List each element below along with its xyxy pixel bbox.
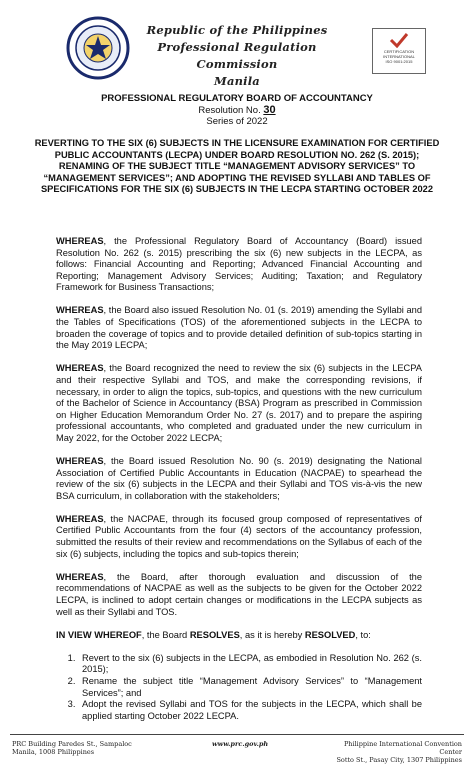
- footer-website-link[interactable]: www.prc.gov.ph: [212, 740, 269, 748]
- resolution-subject: REVERTING TO THE SIX (6) SUBJECTS IN THE LICENSURE EXAMINATION FOR CERTIFIED PUBLIC ACCOUNTANTS (LECPA) UNDER BOARD RESOLUTION NO. 262 (S. 2015); RENAMING OF THE SUBJECT TITLE “MANAGEMENT ADVISORY SERVICES” TO “MANAGEMENT SERVICES”; AND ADOPTING THE REVISED SYLLABI AND TABLES OF SPECIFICATIONS FOR THE SIX (6) SUBJECTS IN THE LECPA STARTING OCTOBER 2022: [34, 138, 440, 195]
- footer-address-line: Manila, 1008 Philippines: [12, 748, 95, 756]
- paragraph-lead: WHEREAS: [56, 513, 104, 524]
- paragraph-text: , the Professional Regulatory Board of Accountancy (Board) issued Resolution No. 262 (s. 2015) prescribing the six (6) new subjects in the LECPA, as follows: Financial Accounting and Reporting; Advanced Financial Accounting and Reporting; Management Advisory Services; Auditing; Taxation; and Regulatory Framework for Business Transactions;: [56, 236, 422, 293]
- resolution-number-value: 30: [263, 103, 276, 116]
- resolution-number-label: Resolution No.: [198, 104, 261, 116]
- paragraph-lead: WHEREAS: [56, 456, 104, 466]
- header-city: Manila: [214, 74, 260, 88]
- paragraph-text: , the Board issued Resolution No. 90 (s. 2019) designating the National Association of Certified Public Accountants in Education (NACPAE) to spearhead the review of the six (6) subjects in the LECPA and their Syllabi and TOS vis-à-vis the new BSA curriculum, in collaboration with the stakeholders;: [56, 456, 422, 501]
- paragraph-lead: WHEREAS: [56, 363, 104, 374]
- paragraph-text: , the Board, after thorough evaluation and discussion of the recommendations of NACPAE as well as the subjects to be given for the October 2022 LECPA, is inclined to adopt certain changes or modifications in the LECPA subjects as well as their Syllabi and TOS.: [56, 571, 422, 617]
- whereas-paragraph: [56, 236, 422, 294]
- resolve-keyword: RESOLVED: [304, 629, 356, 640]
- resolution-items: [56, 653, 422, 723]
- cert-code: ISO 9001:2015: [385, 59, 413, 64]
- footer-address-line: Philippine International Convention Center: [343, 740, 462, 756]
- resolve-text: , the Board: [141, 629, 190, 640]
- whereas-paragraph: [56, 363, 422, 444]
- paragraph-lead: WHEREAS: [56, 305, 104, 316]
- resolution-series: Series of 2022: [206, 116, 268, 127]
- iso-certification-badge: [372, 28, 426, 74]
- whereas-paragraph: [56, 572, 422, 618]
- resolution-body: [56, 236, 422, 722]
- paragraph-lead: WHEREAS: [56, 571, 104, 582]
- resolve-paragraph: [56, 630, 422, 642]
- board-name: PROFESSIONAL REGULATORY BOARD OF ACCOUNTANCY: [101, 93, 373, 104]
- footer-address-left: [12, 740, 132, 756]
- whereas-paragraph: [56, 456, 422, 502]
- footer-address-line: PRC Building Paredes St., Sampaloc: [12, 740, 132, 748]
- footer-address-line: Sotto St., Pasay City, 1307 Philippines: [336, 756, 462, 764]
- paragraph-text: , the NACPAE, through its focused group composed of representatives of Certified Public Accountants from the four (4) sectors of the accountancy profession, submitted the results of their review and recommendations on the Syllabus of each of the six (6) subjects, including the topics and sub-topics therein;: [56, 513, 422, 559]
- footer-divider: [10, 734, 464, 735]
- paragraph-text: , the Board recognized the need to review the six (6) subjects in the LECPA and their respective Syllabi and TOS, and make the corresponding revisions, if necessary, in order to align the topics, sub-topics, and questions with the new curriculum of the Bachelor of Science in Accountancy (BSA) Program as prescribed in Commission on Higher Education Memorandum Order No. 27 (s. 2017) and to prepare the aspiring professional accountants, who completed and graduated under the new curriculum in May 2022, for the October 2022 LECPA;: [56, 363, 422, 443]
- resolution-item: 3. Adopt the revised Syllabi and TOS for the subjects in the LECPA, which shall be applied starting October 2022 LECPA.: [78, 699, 422, 722]
- resolve-text: , as it is hereby: [239, 629, 305, 640]
- cert-label: CERTIFICATION INTERNATIONAL: [383, 49, 415, 59]
- resolution-item: 2. Rename the subject title “Management Advisory Services” to “Management Services”; and: [78, 676, 422, 699]
- resolve-text: , to:: [355, 629, 371, 640]
- resolution-item: 1. Revert to the six (6) subjects in the LECPA, as embodied in Resolution No. 262 (s. 2015);: [78, 653, 422, 676]
- letterhead: [120, 22, 354, 90]
- header-republic: Republic of the Philippines: [146, 23, 328, 37]
- checkmark-icon: [389, 32, 409, 48]
- resolution-number: [30, 105, 444, 117]
- header-commission: Professional Regulation Commission: [157, 40, 317, 71]
- paragraph-text: , the Board also issued Resolution No. 01 (s. 2019) amending the Syllabi and the Tables of Specifications (TOS) of the aforementioned subjects in the LECPA to broaden the coverage of topics and to provide detailed definition of sub-topics starting in the May 2019 LECPA;: [56, 305, 422, 351]
- paragraph-lead: WHEREAS: [56, 236, 104, 246]
- resolve-lead: IN VIEW WHEREOF: [56, 629, 142, 640]
- footer-address-right: [324, 740, 462, 764]
- resolution-heading: [30, 93, 444, 128]
- resolve-keyword: RESOLVES: [189, 629, 240, 640]
- whereas-paragraph: [56, 514, 422, 560]
- whereas-paragraph: [56, 305, 422, 351]
